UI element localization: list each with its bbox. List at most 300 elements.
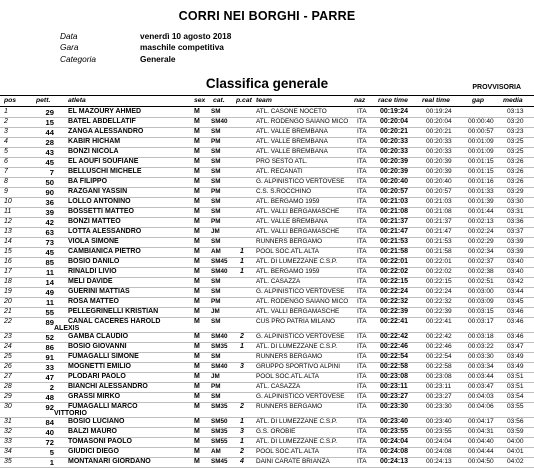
cell-media: 03:26 [507, 158, 524, 165]
cell-sex: M [194, 343, 200, 350]
cell-athlete: BIANCHI ALESSANDRO [68, 383, 148, 390]
cell-gap: 00:02:38 [468, 268, 494, 275]
cell-nation: ITA [357, 128, 367, 135]
cell-race-time: 00:21:08 [380, 208, 409, 215]
cell-media: 03:40 [507, 258, 524, 265]
cell-pos: 33 [4, 438, 12, 445]
cell-bib: 45 [45, 248, 54, 257]
cell-bib: 89 [45, 318, 54, 327]
cell-category: SM [211, 288, 221, 295]
cell-category-rank: 1 [240, 268, 244, 275]
cell-athlete: GIUDICI DIEGO [68, 448, 119, 455]
cell-real-time: 00:20:33 [426, 138, 452, 145]
cell-real-time: 00:23:55 [426, 428, 452, 435]
cell-pos: 30 [4, 403, 12, 410]
cell-race-time: 00:20:39 [380, 168, 409, 175]
cell-category: SM [211, 208, 221, 215]
cell-bib: 73 [45, 238, 54, 247]
cell-sex: M [194, 228, 200, 235]
cell-pos: 17 [4, 268, 12, 275]
cell-pos: 20 [4, 298, 12, 305]
cell-category: SM [211, 168, 221, 175]
cell-gap: 00:01:15 [468, 158, 494, 165]
cell-bib: 85 [45, 258, 54, 267]
cell-pos: 11 [4, 208, 12, 215]
cell-sex: M [194, 318, 200, 325]
cell-sex: M [194, 128, 200, 135]
cell-real-time: 00:21:53 [426, 238, 452, 245]
col-real-time: real time [422, 97, 450, 104]
cell-category: PM [211, 138, 221, 145]
cell-nation: ITA [357, 148, 367, 155]
cell-media: 03:36 [507, 218, 524, 225]
meta-label: Categoria [60, 53, 96, 64]
cell-nation: ITA [357, 238, 367, 245]
meta-value: maschile competitiva [140, 42, 224, 53]
cell-race-time: 00:22:39 [380, 308, 409, 315]
cell-pos: 15 [4, 248, 12, 255]
cell-pos: 32 [4, 428, 12, 435]
col-athlete: atleta [68, 97, 86, 104]
cell-category: PM [211, 383, 221, 390]
cell-nation: ITA [357, 428, 367, 435]
cell-bib: 29 [45, 108, 54, 117]
cell-team: ATL. DI LUMEZZANE C.S.P. [256, 438, 338, 445]
cell-bib: 2 [49, 383, 54, 392]
cell-gap: 00:00:57 [468, 128, 494, 135]
table-row [0, 317, 534, 328]
cell-pos: 31 [4, 418, 12, 425]
cell-sex: M [194, 138, 200, 145]
cell-sex: M [194, 333, 200, 340]
meta-date [60, 31, 231, 42]
cell-media: 03:23 [507, 128, 524, 135]
cell-media: 03:47 [507, 343, 524, 350]
cell-bib: 72 [45, 438, 54, 447]
cell-category: SM [211, 278, 221, 285]
cell-gap: 00:04:03 [468, 393, 494, 400]
col-pos: pos [4, 97, 17, 104]
col-team: team [256, 97, 272, 104]
cell-race-time: 00:21:03 [380, 198, 409, 205]
cell-category: SM50 [211, 418, 228, 425]
cell-media: 04:02 [507, 458, 524, 465]
cell-pos: 25 [4, 353, 12, 360]
cell-category: SM [211, 238, 221, 245]
cell-category: SM35 [211, 403, 228, 410]
status-label: PROVVISORIA [472, 84, 521, 91]
cell-nation: ITA [357, 298, 367, 305]
cell-athlete: GUERINI MATTIAS [68, 288, 130, 295]
cell-real-time: 00:22:15 [426, 278, 452, 285]
cell-bib: 7 [49, 168, 54, 177]
cell-team: ATL. DI LUMEZZANE C.S.P. [256, 343, 338, 350]
cell-media: 03:25 [507, 138, 524, 145]
cell-real-time: 00:22:24 [426, 288, 452, 295]
cell-gap: 00:04:17 [468, 418, 494, 425]
cell-sex: M [194, 403, 200, 410]
col-race-time: race time [378, 97, 408, 104]
cell-team: ATL. CASAZZA [256, 383, 301, 390]
cell-category-rank: 3 [240, 428, 244, 435]
cell-race-time: 00:23:30 [380, 403, 409, 410]
cell-media: 03:46 [507, 318, 524, 325]
cell-real-time: 00:21:08 [426, 208, 452, 215]
cell-team: G. ALPINISTICO VERTOVESE [256, 393, 345, 400]
cell-category: SM [211, 148, 221, 155]
cell-category: SM55 [211, 438, 228, 445]
cell-team: ATL. VALLE BREMBANA [256, 148, 328, 155]
cell-sex: M [194, 188, 200, 195]
cell-bib: 42 [45, 218, 54, 227]
cell-athlete: CAMBIANICA PIETRO [68, 248, 141, 255]
cell-gap: 00:03:30 [468, 353, 494, 360]
cell-team: ATL. CASONE NOCETO [256, 108, 327, 115]
cell-pos: 10 [4, 198, 12, 205]
cell-category: SM40 [211, 333, 228, 340]
cell-media: 03:40 [507, 268, 524, 275]
cell-pos: 24 [4, 343, 12, 350]
cell-race-time: 00:21:37 [380, 218, 409, 225]
cell-real-time: 00:20:39 [426, 158, 452, 165]
cell-nation: ITA [357, 318, 367, 325]
cell-bib: 28 [45, 138, 54, 147]
cell-race-time: 00:22:54 [380, 353, 409, 360]
cell-nation: ITA [357, 178, 367, 185]
cell-gap: 00:01:09 [468, 138, 494, 145]
col-gap: gap [472, 97, 485, 104]
cell-gap: 00:02:29 [468, 238, 494, 245]
cell-bib: 1 [49, 458, 54, 467]
cell-real-time: 00:23:40 [426, 418, 452, 425]
cell-media: 03:44 [507, 288, 524, 295]
cell-pos: 19 [4, 288, 12, 295]
cell-bib: 5 [49, 448, 54, 457]
cell-pos: 18 [4, 278, 12, 285]
cell-pos: 29 [4, 393, 12, 400]
cell-media: 03:39 [507, 248, 524, 255]
cell-category: SM45 [211, 458, 228, 465]
cell-bib: 55 [45, 308, 54, 317]
cell-athlete-continued: VITTORIO [54, 410, 87, 417]
meta-value: Generale [140, 53, 176, 64]
cell-real-time: 00:20:21 [426, 128, 452, 135]
cell-media: 03:25 [507, 148, 524, 155]
cell-bib: 49 [45, 288, 54, 297]
cell-gap: 00:02:34 [468, 248, 494, 255]
cell-media: 03:49 [507, 363, 524, 370]
cell-team: PRO SESTO ATL. [256, 158, 308, 165]
cell-category: SM [211, 128, 221, 135]
meta-race [60, 42, 231, 53]
cell-real-time: 00:23:08 [426, 373, 452, 380]
cell-athlete: BALZI MAURO [68, 428, 117, 435]
cell-race-time: 00:22:02 [380, 268, 409, 275]
cell-nation: ITA [357, 393, 367, 400]
cell-gap: 00:03:15 [468, 308, 494, 315]
cell-real-time: 00:19:24 [426, 108, 452, 115]
cell-bib: 44 [45, 128, 54, 137]
cell-pos: 9 [4, 188, 8, 195]
cell-category-rank: 1 [240, 343, 244, 350]
cell-athlete: GAMBA CLAUDIO [68, 333, 129, 340]
cell-race-time: 00:21:53 [380, 238, 409, 245]
cell-athlete: BOSIO GIOVANNI [68, 343, 127, 350]
cell-media: 04:00 [507, 438, 524, 445]
cell-bib: 14 [45, 278, 54, 287]
col-media: media [503, 97, 523, 104]
cell-pos: 35 [4, 458, 12, 465]
cell-media: 03:26 [507, 178, 524, 185]
cell-team: DAINI CARATE BRIANZA [256, 458, 330, 465]
cell-nation: ITA [357, 108, 367, 115]
cell-sex: M [194, 298, 200, 305]
cell-sex: M [194, 208, 200, 215]
cell-category: JM [211, 308, 220, 315]
cell-sex: M [194, 148, 200, 155]
cell-gap: 00:03:18 [468, 333, 494, 340]
cell-category-rank: 2 [240, 333, 244, 340]
cell-bib: 15 [45, 118, 54, 127]
cell-athlete: ROSA MATTEO [68, 298, 119, 305]
cell-team: G. ALPINISTICO VERTOVESE [256, 333, 345, 340]
cell-gap: 00:03:47 [468, 383, 494, 390]
cell-sex: M [194, 428, 200, 435]
cell-team: ATL. VALLE BREMBANA [256, 218, 328, 225]
cell-pos: 21 [4, 308, 12, 315]
cell-nation: ITA [357, 248, 367, 255]
cell-athlete: CANAL CACERES HAROLD [68, 318, 161, 325]
cell-gap: 00:01:15 [468, 168, 494, 175]
cell-gap: 00:01:39 [468, 198, 494, 205]
cell-bib: 84 [45, 418, 54, 427]
meta-category [60, 54, 231, 65]
cell-real-time: 00:20:57 [426, 188, 452, 195]
cell-category: SM [211, 108, 221, 115]
cell-real-time: 00:23:27 [426, 393, 452, 400]
cell-pos: 28 [4, 383, 12, 390]
cell-team: G.S. OROBIE [256, 428, 296, 435]
cell-sex: M [194, 383, 200, 390]
cell-nation: ITA [357, 118, 367, 125]
cell-nation: ITA [357, 373, 367, 380]
cell-bib: 36 [45, 198, 54, 207]
cell-team: ATL. RECANATI [256, 168, 303, 175]
cell-athlete: ZANGA ALESSANDRO [68, 128, 144, 135]
cell-team: GRUPPO SPORTIVO ALPINI [256, 363, 341, 370]
cell-team: RUNNERS BERGAMO [256, 238, 323, 245]
cell-athlete: TOMASONI PAOLO [68, 438, 132, 445]
cell-team: POOL SOC.ATL.ALTA [256, 248, 319, 255]
cell-athlete: BONZI MATTEO [68, 218, 121, 225]
cell-race-time: 00:24:13 [380, 458, 409, 465]
cell-gap: 00:03:00 [468, 288, 494, 295]
cell-race-time: 00:22:41 [380, 318, 409, 325]
cell-real-time: 00:21:58 [426, 248, 452, 255]
cell-bib: 39 [45, 208, 54, 217]
cell-nation: ITA [357, 168, 367, 175]
cell-category: SM [211, 393, 221, 400]
cell-category-rank: 4 [240, 458, 244, 465]
cell-race-time: 00:22:58 [380, 363, 409, 370]
cell-gap: 00:01:16 [468, 178, 494, 185]
cell-race-time: 00:23:40 [380, 418, 409, 425]
cell-nation: ITA [357, 353, 367, 360]
col-pcat: p.cat [236, 97, 252, 104]
cell-pos: 27 [4, 373, 12, 380]
cell-media: 03:37 [507, 228, 524, 235]
meta-value: venerdì 10 agosto 2018 [140, 31, 232, 41]
cell-race-time: 00:20:33 [380, 138, 409, 145]
cell-team: RUNNERS BERGAMO [256, 353, 323, 360]
cell-category-rank: 1 [240, 258, 244, 265]
cell-race-time: 00:22:15 [380, 278, 409, 285]
cell-media: 03:46 [507, 333, 524, 340]
cell-category: SM [211, 158, 221, 165]
cell-race-time: 00:20:21 [380, 128, 409, 135]
cell-sex: M [194, 393, 200, 400]
cell-team: ATL. BERGAMO 1959 [256, 268, 320, 275]
cell-bib: 91 [45, 353, 54, 362]
cell-race-time: 00:20:57 [380, 188, 409, 195]
cell-team: ATL. RODENGO SAIANO MICO [256, 118, 349, 125]
cell-team: G. ALPINISTICO VERTOVESE [256, 178, 345, 185]
cell-nation: ITA [357, 403, 367, 410]
cell-team: ATL. CASAZZA [256, 278, 301, 285]
cell-real-time: 00:22:32 [426, 298, 452, 305]
meta-label: Gara [60, 42, 79, 53]
cell-media: 03:45 [507, 298, 524, 305]
cell-real-time: 00:22:54 [426, 353, 452, 360]
cell-athlete: RAZGANI YASSIN [68, 188, 128, 195]
cell-team: G. ALPINISTICO VERTOVESE [256, 288, 345, 295]
cell-pos: 5 [4, 148, 8, 155]
cell-pos: 13 [4, 228, 12, 235]
cell-gap: 00:01:44 [468, 208, 494, 215]
cell-race-time: 00:22:42 [380, 333, 409, 340]
cell-sex: M [194, 353, 200, 360]
cell-real-time: 00:24:04 [426, 438, 452, 445]
cell-bib: 48 [45, 393, 54, 402]
cell-nation: ITA [357, 343, 367, 350]
cell-race-time: 00:23:08 [380, 373, 409, 380]
cell-bib: 33 [45, 363, 54, 372]
cell-gap: 00:00:40 [468, 118, 494, 125]
cell-athlete: BONZI NICOLA [68, 148, 119, 155]
cell-real-time: 00:22:39 [426, 308, 452, 315]
cell-athlete: MOGNETTI EMILIO [68, 363, 131, 370]
cell-athlete: LOLLO ANTONINO [68, 198, 131, 205]
cell-sex: M [194, 288, 200, 295]
cell-gap: 00:02:51 [468, 278, 494, 285]
cell-real-time: 00:23:11 [426, 383, 452, 390]
cell-pos: 4 [4, 138, 8, 145]
cell-real-time: 00:22:42 [426, 333, 452, 340]
cell-race-time: 00:23:55 [380, 428, 409, 435]
cell-sex: M [194, 438, 200, 445]
cell-pos: 8 [4, 178, 8, 185]
col-cat: cat. [213, 97, 225, 104]
cell-media: 03:13 [507, 108, 524, 115]
cell-nation: ITA [357, 308, 367, 315]
cell-sex: M [194, 373, 200, 380]
cell-athlete: BOSIO DANILO [68, 258, 120, 265]
cell-real-time: 00:22:02 [426, 268, 452, 275]
cell-category: JM [211, 228, 220, 235]
cell-gap: 00:03:22 [468, 343, 494, 350]
cell-athlete: RINALDI LIVIO [68, 268, 117, 275]
cell-real-time: 00:20:04 [426, 118, 452, 125]
cell-race-time: 00:22:32 [380, 298, 409, 305]
cell-category: SM [211, 178, 221, 185]
cell-race-time: 00:23:11 [380, 383, 408, 390]
cell-bib: 52 [45, 333, 54, 342]
cell-category: SM [211, 318, 221, 325]
cell-real-time: 00:22:41 [426, 318, 452, 325]
cell-bib: 92 [45, 403, 54, 412]
cell-sex: M [194, 268, 200, 275]
cell-race-time: 00:20:40 [380, 178, 409, 185]
cell-category: SM35 [211, 343, 228, 350]
cell-nation: ITA [357, 383, 367, 390]
cell-media: 03:55 [507, 403, 524, 410]
cell-sex: M [194, 248, 200, 255]
cell-pos: 23 [4, 333, 12, 340]
cell-race-time: 00:22:24 [380, 288, 409, 295]
cell-nation: ITA [357, 218, 367, 225]
cell-gap: 00:04:06 [468, 403, 494, 410]
cell-bib: 47 [45, 373, 54, 382]
cell-race-time: 00:20:04 [380, 118, 409, 125]
row-separator [0, 467, 534, 468]
cell-category: SM45 [211, 258, 228, 265]
cell-team: RUNNERS BERGAMO [256, 403, 323, 410]
cell-nation: ITA [357, 288, 367, 295]
cell-real-time: 00:24:13 [426, 458, 452, 465]
cell-pos: 22 [4, 318, 12, 325]
cell-real-time: 00:24:08 [426, 448, 452, 455]
col-nation: naz [354, 97, 366, 104]
cell-team: ATL. VALLI BERGAMASCHE [256, 208, 340, 215]
cell-nation: ITA [357, 363, 367, 370]
cell-team: ATL. DI LUMEZZANE C.S.P. [256, 418, 338, 425]
cell-gap: 00:02:37 [468, 258, 494, 265]
cell-nation: ITA [357, 138, 367, 145]
cell-real-time: 00:20:33 [426, 148, 452, 155]
cell-sex: M [194, 238, 200, 245]
cell-category-rank: 1 [240, 418, 244, 425]
meta-label: Data [60, 31, 78, 41]
cell-category: PM [211, 218, 221, 225]
cell-media: 03:51 [507, 383, 524, 390]
cell-pos: 16 [4, 258, 12, 265]
cell-nation: ITA [357, 448, 367, 455]
cell-media: 03:20 [507, 118, 524, 125]
cell-category-rank: 2 [240, 448, 244, 455]
cell-pos: 14 [4, 238, 12, 245]
cell-team: ATL. DI LUMEZZANE C.S.P. [256, 258, 338, 265]
cell-bib: 40 [45, 428, 54, 437]
cell-media: 03:31 [507, 208, 524, 215]
cell-category: AM [211, 448, 221, 455]
event-meta [60, 31, 231, 65]
cell-athlete: BOSIO LUCIANO [68, 418, 125, 425]
cell-nation: ITA [357, 438, 367, 445]
cell-race-time: 00:21:47 [380, 228, 409, 235]
cell-sex: M [194, 258, 200, 265]
cell-race-time: 00:23:27 [380, 393, 409, 400]
cell-category: SM40 [211, 268, 228, 275]
